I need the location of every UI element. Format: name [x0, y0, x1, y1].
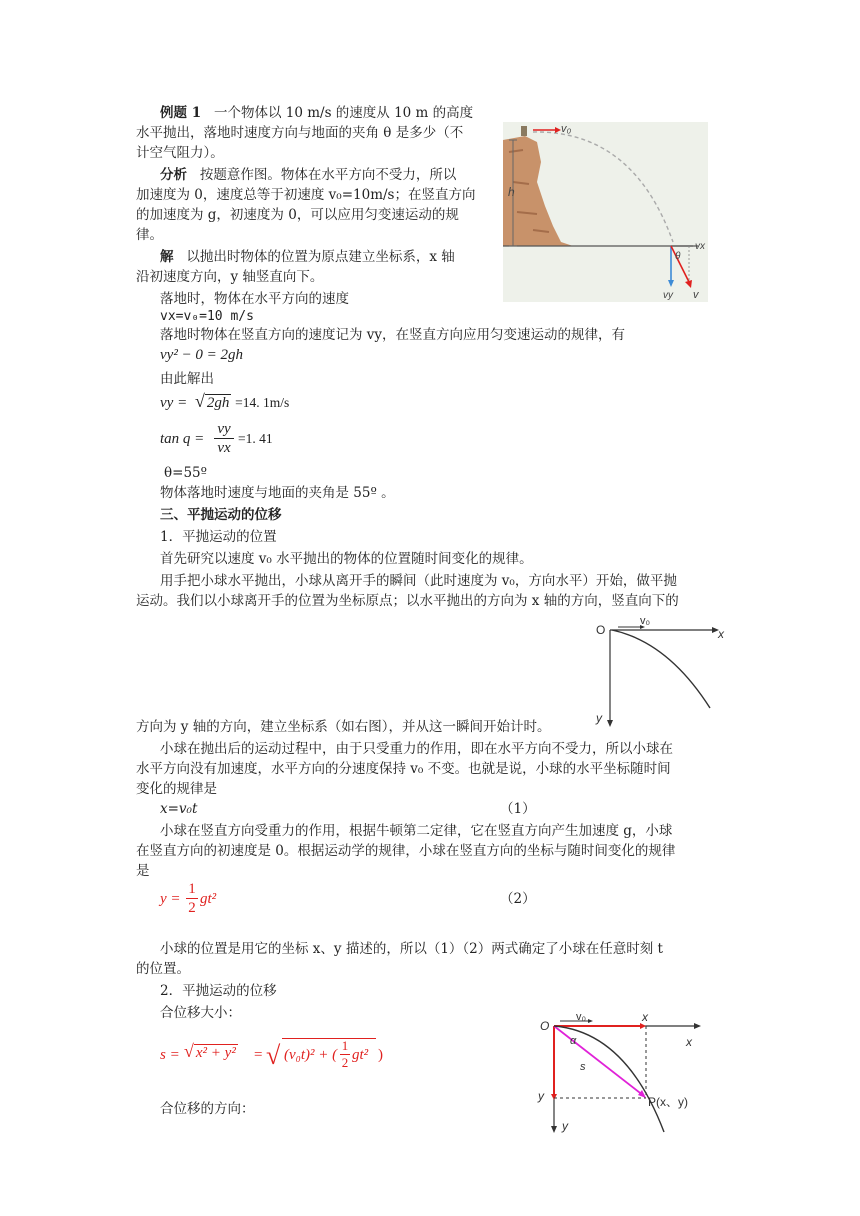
eq3-root2-b: gt²	[352, 1047, 369, 1063]
fig2-origin-label: O	[596, 623, 606, 637]
section3-p3b: 水平方向没有加速度，水平方向的分速度保持 v₀ 不变。也就是说，小球的水平坐标随时间	[136, 761, 671, 777]
section3-heading: 三、平抛运动的位移	[160, 507, 282, 523]
eq3-left: s =	[160, 1047, 180, 1063]
solution-text-1: 以抛出时物体的位置为原点建立坐标系，x 轴	[186, 249, 455, 265]
eq3-frac-bottom: 2	[341, 1055, 349, 1070]
section3-eq1-number: （1）	[500, 801, 536, 817]
eq3-root1: x² + y²	[195, 1045, 236, 1061]
cliff-projectile-figure	[503, 122, 708, 302]
sqrt-eq-left: vy =	[160, 395, 188, 411]
fig2-y-label: y	[596, 711, 602, 725]
solution-eq-vy2: vy² − 0 = 2gh	[160, 347, 244, 363]
fig3-y-mid-label: y	[538, 1089, 544, 1103]
fig3-origin-label: O	[540, 1019, 550, 1033]
fig3-s-label: s	[580, 1061, 586, 1073]
section3-p3a: 小球在抛出后的运动过程中，由于只受重力的作用，即在水平方向不受力，所以小球在	[160, 741, 673, 757]
analysis-line-1	[160, 166, 456, 184]
tan-eq-den: vx	[217, 440, 231, 456]
fig1-h-label: h	[508, 185, 515, 199]
eq3-frac-top: 1	[341, 1038, 349, 1053]
solution-eq-vx: vx=v₀=10 m/s	[160, 309, 254, 324]
solution-eq-sqrt: vy = √ 2gh =14. 1m/s	[160, 391, 290, 411]
fig1-theta-label: θ	[675, 251, 681, 262]
section3-eq2-number: （2）	[500, 891, 536, 907]
example-line-1	[160, 104, 473, 122]
section3-p3c: 变化的规律是	[136, 781, 217, 797]
analysis-text-1: 按题意作图。物体在水平方向不受力，所以	[199, 167, 457, 183]
example-label: 例题 1	[160, 105, 202, 121]
solution-line-1	[160, 248, 455, 266]
displacement-figure	[530, 1008, 710, 1138]
section3-p4a: 小球在竖直方向受重力的作用，根据牛顿第二定律，它在竖直方向产生加速度 g，小球	[160, 823, 673, 839]
analysis-label: 分析	[160, 167, 187, 183]
fig3-x-top-label: x	[642, 1010, 648, 1024]
fig3-y-axis-label: y	[562, 1119, 568, 1133]
section3-p5a: 小球的位置是用它的坐标 x、y 描述的，所以（1）（2）两式确定了小球在任意时刻 t	[160, 941, 663, 957]
eq2-right: gt²	[200, 891, 217, 907]
fig3-x-axis-label: x	[686, 1035, 692, 1049]
solution-text-2: 沿初速度方向，y 轴竖直向下。	[136, 269, 324, 285]
solution-text-5: 落地时物体在竖直方向的速度记为 vy，在竖直方向应用匀变速运动的规律，有	[160, 327, 626, 343]
question-text-3: 计空气阻力）。	[136, 145, 224, 161]
section3-sub2: 2．平抛运动的位移	[160, 983, 277, 999]
parabola-axes-figure	[588, 616, 738, 730]
fig1-vy-label: vy	[663, 290, 673, 301]
eq3-mid: =	[254, 1047, 263, 1063]
solution-text-3: 落地时，物体在水平方向的速度	[160, 291, 349, 307]
section3-sub1: 1．平抛运动的位置	[160, 529, 277, 545]
tan-eq-right: =1. 41	[238, 431, 273, 446]
section3-p2c: 方向为 y 轴的方向，建立坐标系（如右图），并从这一瞬间开始计时。	[136, 719, 551, 735]
sqrt-eq-right: =14. 1m/s	[235, 395, 290, 410]
question-text-2: 水平抛出，落地时速度方向与地面的夹角 θ 是多少（不	[136, 125, 464, 141]
fig3-point-label: P(x、y)	[648, 1095, 688, 1109]
fig1-v0-label: v₀	[561, 123, 572, 135]
tan-eq-left: tan q =	[160, 431, 205, 447]
section3-p1: 首先研究以速度 v₀ 水平抛出的物体的位置随时间变化的规律。	[160, 551, 533, 567]
analysis-text-2: 加速度为 0，速度总等于初速度 v₀=10m/s；在竖直方向	[136, 187, 476, 203]
solution-label: 解	[160, 249, 174, 265]
eq3-root2-a: (v₀t)² + (	[284, 1047, 338, 1063]
solution-conclusion: 物体落地时速度与地面的夹角是 55º 。	[160, 485, 395, 501]
section3-p2b: 运动。我们以小球离开手的位置为坐标原点；以水平抛出的方向为 x 轴的方向，竖直向下的	[136, 593, 679, 609]
analysis-text-4: 律。	[136, 227, 163, 243]
solution-text-7: 由此解出	[160, 371, 214, 387]
section3-p5b: 的位置。	[136, 961, 190, 977]
solution-theta: θ=55º	[164, 465, 207, 481]
fig3-v0-label: v₀	[576, 1011, 587, 1023]
sqrt-eq-root: 2gh	[206, 395, 230, 411]
fig1-vx-label: vx	[695, 241, 705, 252]
section3-p6: 合位移大小：	[160, 1005, 241, 1021]
eq2-frac-top: 1	[186, 880, 198, 899]
section3-eq3: s = √ x² + y² = √ (v₀t)² + ( 1 2 gt² )	[160, 1038, 383, 1070]
fig2-x-label: x	[718, 627, 724, 641]
eq2-frac-bottom: 2	[188, 900, 196, 916]
eq2-left: y =	[160, 891, 181, 907]
section3-eq1: x=v₀t	[160, 801, 198, 817]
section3-p4c: 是	[136, 863, 150, 879]
analysis-text-3: 的加速度为 g，初速度为 0，可以应用匀变速运动的规	[136, 207, 459, 223]
tan-eq-num: vy	[214, 420, 234, 439]
fig2-v0-label: v₀	[640, 616, 651, 627]
section3-p4b: 在竖直方向的初速度是 0。根据运动学的规律，小球在竖直方向的坐标与随时间变化的规律	[136, 843, 676, 859]
eq3-root2-c: )	[378, 1047, 383, 1063]
section3-p7: 合位移的方向：	[160, 1101, 255, 1117]
fig3-alpha-label: α	[570, 1035, 577, 1047]
question-text-1: 一个物体以 10 m/s 的速度从 10 m 的高度	[213, 105, 474, 121]
section3-p2a: 用手把小球水平抛出，小球从离开手的瞬间（此时速度为 v₀，方向水平）开始，做平抛	[160, 573, 677, 589]
fig1-v-label: v	[693, 289, 699, 301]
